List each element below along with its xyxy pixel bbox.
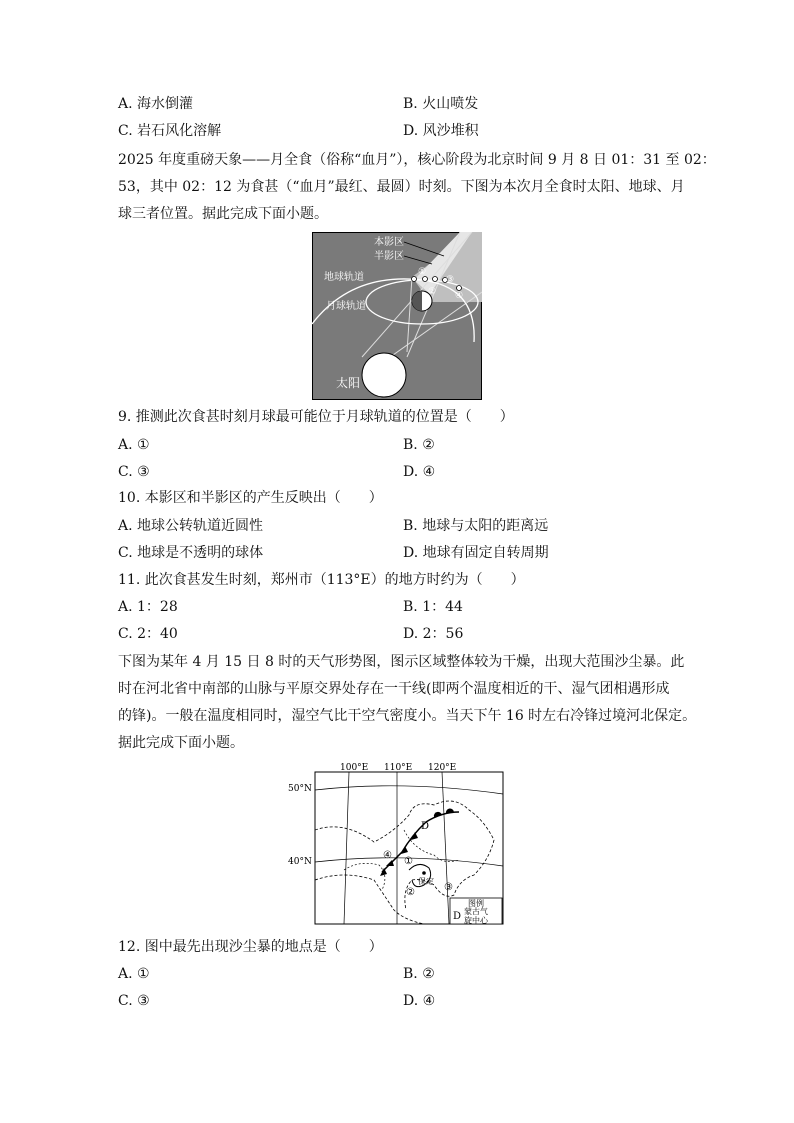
q9-option-c: C. ③: [118, 464, 150, 480]
q8-option-d: D. 风沙堆积: [403, 123, 479, 139]
point-2-label: ②: [406, 887, 415, 898]
penumbra-label: 半影区: [374, 251, 404, 262]
q8-option-a: A. 海水倒灌: [118, 96, 194, 112]
q9-option-d: D. ④: [403, 464, 436, 480]
q12-option-c: C. ③: [118, 993, 150, 1009]
q11-option-a: A. 1：28: [118, 599, 178, 615]
point-3-label: ③: [444, 882, 453, 893]
lunar-eclipse-diagram: [312, 232, 482, 400]
moon-position-3: ③: [446, 275, 455, 285]
lon-100-label: 100°E: [340, 763, 369, 773]
earth-orbit-label: 地球轨道: [324, 272, 364, 283]
umbra-label: 本影区: [374, 237, 404, 248]
intro1-line3: 球三者位置。据此完成下面小题。: [118, 206, 328, 222]
q12-option-b: B. ②: [403, 966, 435, 982]
q10-option-d: D. 地球有固定自转周期: [403, 545, 549, 561]
q12-stem: 12. 图中最先出现沙尘暴的地点是（ ）: [118, 939, 383, 955]
intro1-line1: 2025 年度重磅天象——月全食（俗称“血月”），核心阶段为北京时间 9 月 8 日 01：31 至 02：: [118, 152, 716, 168]
q12-option-a: A. ①: [118, 966, 150, 982]
moon-orbit-label: 月球轨道: [326, 301, 366, 312]
moon-position-4: ④: [455, 291, 464, 301]
lon-110-label: 110°E: [384, 763, 413, 773]
moon-position-1: ①: [418, 267, 427, 277]
q11-option-b: B. 1：44: [403, 599, 463, 615]
q10-stem: 10. 本影区和半影区的产生反映出（ ）: [118, 490, 383, 506]
baoding-label: 保定: [418, 877, 434, 886]
weather-map: [284, 760, 506, 926]
moon-position-2: ②: [428, 287, 437, 297]
cyclone-center-d: D: [421, 821, 430, 832]
lat-40-label: 40°N: [288, 857, 312, 867]
legend-symbol: D: [453, 911, 462, 922]
sun-icon: [362, 353, 406, 397]
q10-option-b: B. 地球与太阳的距离远: [403, 518, 549, 534]
q8-option-c: C. 岩石风化溶解: [118, 123, 222, 139]
q11-stem: 11. 此次食甚发生时刻，郑州市（113°E）的地方时约为（ ）: [118, 572, 525, 588]
legend-title: 图例: [468, 899, 484, 908]
legend-text-2: 旋中心: [464, 916, 488, 925]
intro2-line1: 下图为某年 4 月 15 日 8 时的天气形势图，图示区域整体较为干燥，出现大范围沙尘暴。此: [118, 654, 685, 670]
intro2-line4: 据此完成下面小题。: [118, 735, 244, 751]
intro2-line2: 时在河北省中南部的山脉与平原交界处存在一干线(即两个温度相近的干、湿气团相遇形成: [118, 681, 670, 697]
point-4-label: ④: [383, 850, 392, 861]
lat-50-label: 50°N: [288, 784, 312, 794]
q11-option-c: C. 2：40: [118, 626, 178, 642]
intro1-line2: 53，其中 02：12 为食甚（“血月”最红、最圆）时刻。下图为本次月全食时太阳、地球、月: [118, 179, 685, 195]
q8-option-b: B. 火山喷发: [403, 96, 479, 112]
q9-option-b: B. ②: [403, 437, 435, 453]
legend-text-1: 蒙古气: [464, 907, 488, 916]
q10-option-c: C. 地球是不透明的球体: [118, 545, 264, 561]
q9-option-a: A. ①: [118, 437, 150, 453]
lon-120-label: 120°E: [428, 763, 457, 773]
point-1-label: ①: [404, 856, 413, 867]
sun-label: 太阳: [336, 376, 361, 390]
q11-option-d: D. 2：56: [403, 626, 464, 642]
q9-stem: 9. 推测此次食甚时刻月球最可能位于月球轨道的位置是（ ）: [118, 409, 514, 425]
intro2-line3: 的锋)。一般在温度相同时，湿空气比干空气密度小。当天下午 16 时左右冷锋过境河北保定。: [118, 708, 697, 724]
q10-option-a: A. 地球公转轨道近圆性: [118, 518, 264, 534]
q12-option-d: D. ④: [403, 993, 436, 1009]
